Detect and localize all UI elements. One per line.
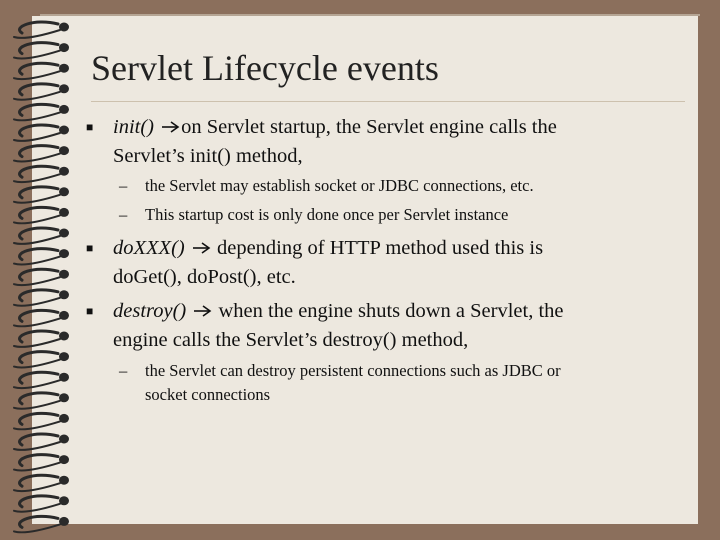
bullet-doxxx [86,234,544,263]
right-arrow-icon [190,241,212,255]
bullet-destroy-continued: engine calls the Servlet’s destroy() method, [113,329,469,351]
sub-item-startup-cost [119,203,509,227]
keyword-destroy: destroy() [113,300,187,322]
sub-item-startup-cost-text: This startup cost is only done once per Servlet instance [145,205,509,224]
bullet-doxxx-text: depending of HTTP method used this is [211,237,544,259]
dash-marker: – [119,176,128,195]
dash-marker: – [119,361,128,380]
bullet-destroy [86,297,564,326]
sub-item-socket-text: the Servlet may establish socket or JDBC connections, etc. [145,176,534,195]
sub-item-persistent-connections-text: the Servlet can destroy persistent connections such as JDBC or [145,361,561,380]
square-bullet-icon: ■ [86,241,94,255]
bullet-destroy-text: when the engine shuts down a Servlet, the [213,300,564,322]
sub-item-persistent-connections-continued: socket connections [145,385,271,404]
right-arrow-icon [159,120,181,134]
dash-marker: – [119,205,128,224]
keyword-init: init() [113,116,154,138]
keyword-doxxx: doXXX() [113,237,185,259]
sub-item-persistent-connections [119,359,561,383]
bullet-init-continued: Servlet’s init() method, [113,145,303,167]
bullet-init-text: on Servlet startup, the Servlet engine calls the [181,116,557,138]
square-bullet-icon: ■ [86,304,94,318]
square-bullet-icon: ■ [86,120,94,134]
right-arrow-icon [191,304,213,318]
bullet-init [86,113,557,142]
bullet-doxxx-continued: doGet(), doPost(), etc. [113,266,296,288]
sub-item-socket [119,174,534,198]
slide-title: Servlet Lifecycle events [91,48,439,88]
